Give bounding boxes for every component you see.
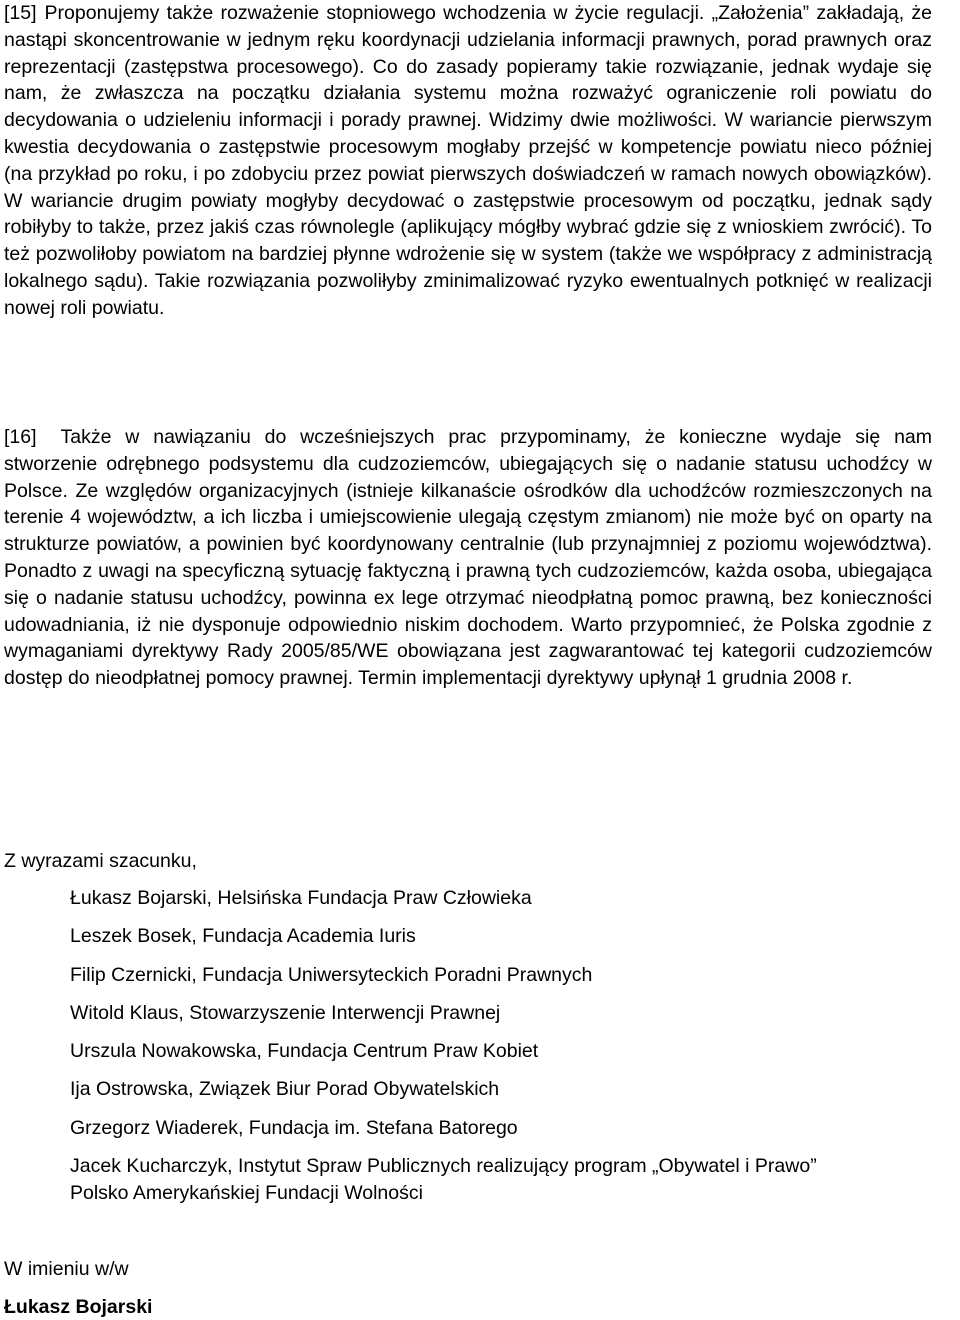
signatory: Urszula Nowakowska, Fundacja Centrum Praw Kobiet <box>70 1040 539 1063</box>
paragraph-number: [15] <box>4 2 37 24</box>
paragraph-text: Także w nawiązaniu do wcześniejszych prac przypominamy, że konieczne wydaje się nam stworzenie odrębnego podsystemu dla cudzoziemców, ubiegających się o nadanie statusu uchodźcy w Polsce. Ze względów organizacyjnych (istnieje kilkanaście ośrodków dla uchodźców rozmieszczonych na terenie 4 województw, a ich liczba i umiejscowienie ulegają częstym zmianom) nie może być on oparty na strukturze powiatów, a powinien być koordynowany centralnie (lub przynajmniej z poziomu województwa). Ponadto z uwagi na specyficzną sytuację faktyczną i prawną tych cudzoziemców, każda osoba, ubiegająca się o nadanie statusu uchodźcy, powinna ex lege otrzymać nieodpłatną pomoc prawną, bez konieczności udowadniania, iż nie dysponuje odpowiednio niskim dochodem. Warto przypomnieć, że Polska zgodnie z wymaganiami dyrektywy Rady 2005/85/WE obowiązana jest zagwarantować tej kategorii cudzoziemców dostęp do nieodpłatnej pomocy prawnej. Termin implementacji dyrektywy upłynął 1 grudnia 2008 r. <box>4 426 932 690</box>
signer-name: Łukasz Bojarski <box>4 1296 153 1318</box>
signatory: Leszek Bosek, Fundacja Academia Iuris <box>70 925 416 948</box>
signatory-line: Jacek Kucharczyk, Instytut Spraw Publicznych realizujący program „Obywatel i Prawo” <box>70 1155 817 1178</box>
paragraph-16 <box>4 424 932 692</box>
on-behalf-text: W imieniu w/w <box>4 1258 129 1280</box>
signatory-line: Polsko Amerykańskiej Fundacji Wolności <box>70 1182 423 1205</box>
paragraph-number: [16] <box>4 426 37 448</box>
signatory: Łukasz Bojarski, Helsińska Fundacja Praw Człowieka <box>70 887 532 909</box>
signatory: Filip Czernicki, Fundacja Uniwersyteckich Poradni Prawnych <box>70 963 593 986</box>
closing-salutation: Z wyrazami szacunku, <box>4 850 197 872</box>
signatory-list <box>70 885 960 1207</box>
signatory-last <box>70 1153 960 1207</box>
paragraph-text: Proponujemy także rozważenie stopniowego wchodzenia w życie regulacji. „Założenia” zakładają, że nastąpi skoncentrowanie w jednym ręku koordynacji udzielania informacji prawnych, porad prawnych oraz reprezentacji (zastępstwa procesowego). Co do zasady popieramy takie rozwiązanie, jednak wydaje się nam, że zwłaszcza na początku działania systemu można rozważyć ograniczenie roli powiatu do decydowania o udzieleniu informacji i porady prawnej. Widzimy dwie możliwości. W wariancie pierwszym kwestia decydowania o zastępstwie procesowym mogłaby przejść w kompetencje powiatu nieco później (na przykład po roku, i po zdobyciu przez powiat pierwszych doświadczeń w ramach nowych obowiązków). W wariancie drugim powiaty mogłyby decydować o zastępstwie procesowym od początku, jednak sądy robiłyby to także, przez jakiś czas równolegle (aplikujący mógłby wybrać gdzie się z wnioskiem zwrócić). To też pozwoliłoby powiatom na bardziej płynne wdrożenie się w system (także we współpracy z administracją lokalnego sądu). Takie rozwiązania pozwoliłyby zminimalizować ryzyko ewentualnych potknięć w realizacji nowej roli powiatu. <box>4 2 932 319</box>
signatory: Grzegorz Wiaderek, Fundacja im. Stefana Batorego <box>70 1116 518 1139</box>
signatory: Ija Ostrowska, Związek Biur Porad Obywatelskich <box>70 1078 500 1101</box>
paragraph-15 <box>4 0 932 322</box>
signatory: Witold Klaus, Stowarzyszenie Interwencji Prawnej <box>70 1001 501 1024</box>
